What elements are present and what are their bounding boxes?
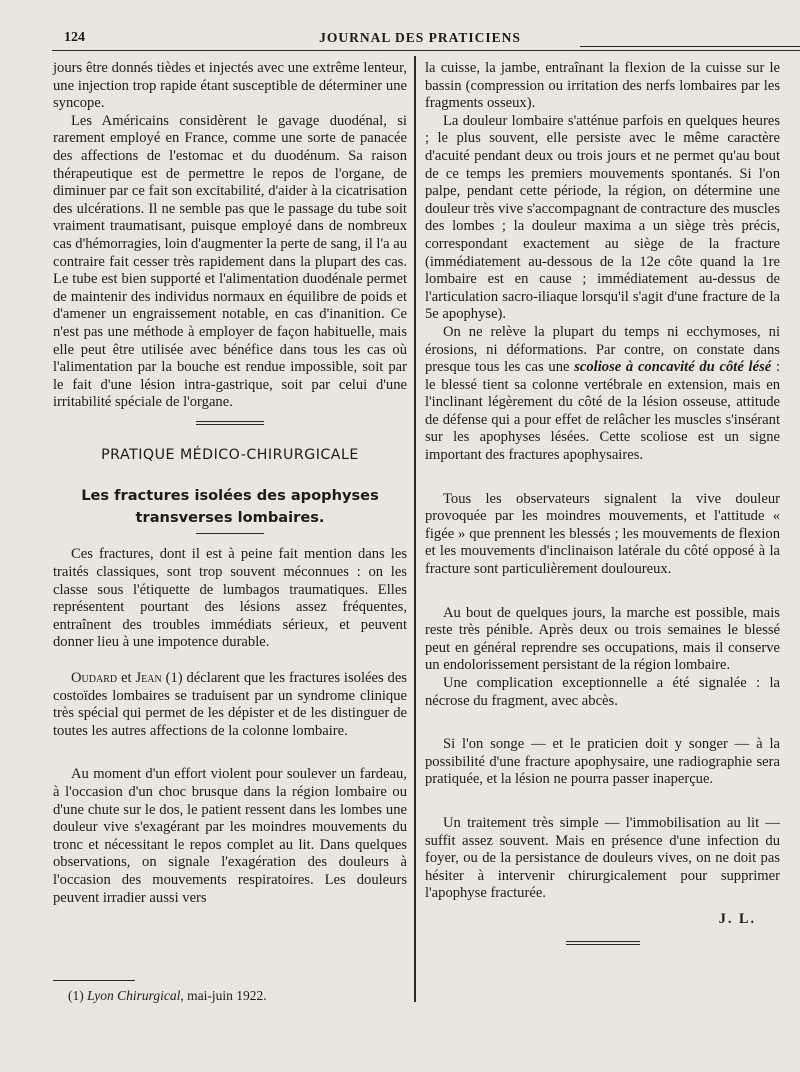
footnote-marker: (1) — [68, 988, 88, 1003]
conjunction: et — [117, 670, 136, 687]
paragraph: Ces fractures, dont il est à peine fait mention dans les traités classiques, sont trop souvent méconnues : on les classe sous l'étiquette de lumbagos traumatiques. Elles représentent pourtant des lésions assez fréquentes, entraînent des troubles immédiats sérieux, et peuvent donner lieu à une impotence durable. — [53, 546, 407, 651]
article-title-line: Les fractures isolées des apophyses — [81, 487, 379, 505]
left-column — [53, 60, 407, 907]
footnote-rule — [53, 980, 135, 981]
section-title: PRATIQUE MÉDICO-CHIRURGICALE — [101, 446, 359, 463]
footnote-source: Lyon Chirurgical — [87, 988, 181, 1003]
article-title-line: transverses lombaires. — [135, 509, 325, 527]
emphasized-term: scoliose à concavité du côté lésé — [574, 359, 772, 376]
paragraph: la cuisse, la jambe, entraînant la flexion de la cuisse sur le bassin (compression ou irritation des nerfs lombaires par les fragments osseux). — [425, 60, 780, 112]
paragraph: Au bout de quelques jours, la marche est possible, mais reste très pénible. Après deux ou trois semaines le blessé peut en général reprendre ses occupations, mais il conserve un endolorissement persistant de la région lombaire. — [425, 604, 780, 674]
paragraph: Un traitement très simple — l'immobilisation au lit — suffit assez souvent. Mais en présence d'une infection du foyer, ou de la persistance de douleurs vives, on ne doit pas hésiter à intervenir chirurgicalement pour supprimer l'apophyse fracturée. — [425, 814, 780, 902]
paragraph: Les Américains considèrent le gavage duodénal, si rarement employé en France, comme une sorte de panacée des affections de l'estomac et du duodénum. Sa raison thérapeutique est de permettre le repos de l'organe, de diminuer par ce fait son excitabilité, d'aider à la cicatrisation des ulcérations. Il ne semble pas que le passage du tube soit vraiment traumatisant, puisque employé dans de nombreux cas d'hémorragies, loin d'augmenter la perte de sang, il l'a au contraire fait cesser très rapidement dans la plupart des cas. Le tube est bien supporté et l'alimentation duodénale permet de maintenir des individus normaux en équilibre de poids et d'amener un engraissement notable, en cas d'inanition. Ce n'est pas une méthode à employer de façon habituelle, mais elle peut être utilisée avec bénéfice dans tous les cas où l'alimentation par la bouche est rendue impossible, soit par le fait d'une lésion intra-gastrique, soit par celui d'une irritabilité spéciale de l'organe. — [53, 112, 407, 411]
paragraph: Tous les observateurs signalent la vive douleur provoquée par les moindres mouvements, et l'attitude « figée » que prennent les blessés ; les mouvements de flexion et les mouvements d'inclinaison latérale du côté opposé à la fracture sont particulièrement douloureux. — [425, 490, 780, 578]
column-divider — [414, 56, 416, 1002]
paragraph-text: : le blessé tient sa colonne vertébrale en extension, mais en l'inclinant légèrement du côté de la lésion osseuse, attitude de défense qui a pour effet de relâcher les muscles s'insérant sur les apophyses lésées. Cette scoliose est un signe important des fractures apophysaires. — [425, 359, 781, 464]
paragraph: Une complication exceptionnelle a été signalée : la nécrose du fragment, avec abcès. — [425, 675, 780, 709]
author-name: Jean — [135, 670, 162, 687]
paragraph: La douleur lombaire s'atténue parfois en quelques heures ; le plus souvent, elle persiste avec le même caractère d'acuité pendant deux ou trois jours et ne permet qu'au bout de ce temps les premiers mouvements spontanés. Si l'on palpe, pendant cette période, la région, on détermine une douleur très vive s'accompagnant de contracture des muscles des lombes ; la douleur maxima a un siège très précis, correspondant exactement au siège de la fracture (immédiatement au-dessous de la 12e côte quand la 1re lombaire est en cause ; immédiatement au-dessus de l'articulation sacro-iliaque lorsqu'il s'agit d'une fracture de la 5e apophyse). — [425, 112, 780, 323]
footnote — [68, 988, 267, 1004]
paragraph: Au moment d'un effort violent pour soulever un fardeau, à l'occasion d'un choc brusque dans la région lombaire ou d'une chute sur le dos, le patient ressent dans les lombes une douleur vive s'exagérant par les moindres mouvements du tronc et nécessitant le repos complet au lit. Dans quelques observations, on signale l'exagération des douleurs à l'occasion des mouvements respiratoires. Les douleurs peuvent irradier aussi vers — [53, 766, 407, 906]
section-separator — [196, 421, 264, 425]
end-separator — [566, 941, 640, 945]
article-title — [53, 485, 407, 529]
page-number: 124 — [64, 30, 85, 45]
footnote-date: , mai-juin 1922. — [180, 988, 267, 1003]
paragraph — [425, 324, 780, 465]
paragraph — [53, 670, 407, 740]
paragraph: Si l'on songe — et le praticien doit y songer — à la possibilité d'une fracture apophysaire, une radiographie sera pratiquée, et la lésion ne pourra passer inaperçue. — [425, 736, 780, 788]
header-rule-right — [580, 46, 800, 47]
paragraph-text: On ne relève la plupart du temps ni ecchymoses, ni érosions, ni déformations. Par contre, on constate dans presque tous les cas une — [425, 323, 780, 376]
header-rule — [52, 50, 800, 51]
author-name: Oudard — [71, 670, 118, 687]
journal-title: JOURNAL DES PRATICIENS — [319, 30, 521, 45]
title-rule — [196, 533, 264, 534]
right-column — [425, 60, 780, 945]
paragraph: jours être donnés tièdes et injectés avec une extrême lenteur, une injection trop rapide étant susceptible de déterminer une syncope. — [53, 60, 407, 112]
paragraph-text: (1) déclarent que les fractures isolées des costoïdes lombaires se traduisent par un syndrome clinique très spécial qui permet de les dépister et de les distinguer de toutes les autres affections de la colonne lombaire. — [53, 670, 407, 739]
author-signature: J. L. — [718, 910, 756, 927]
